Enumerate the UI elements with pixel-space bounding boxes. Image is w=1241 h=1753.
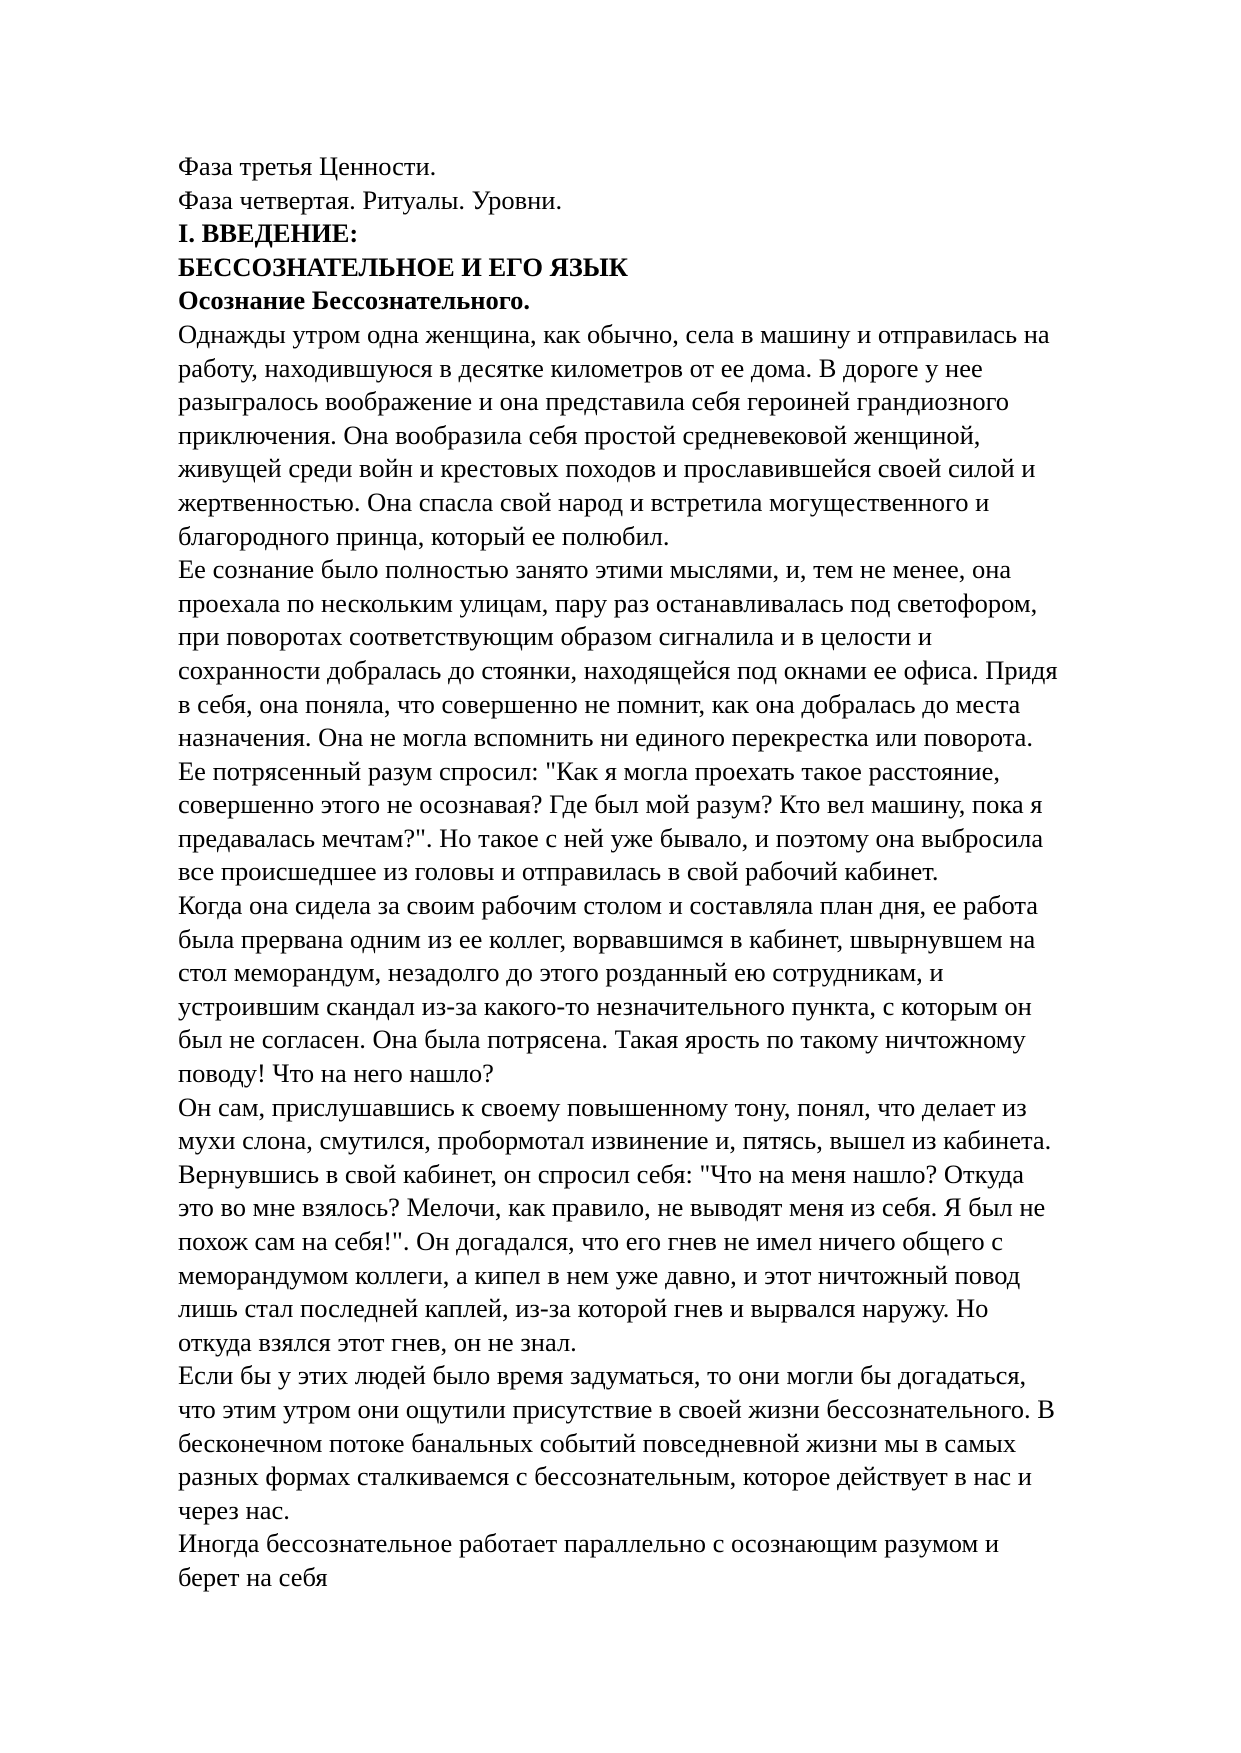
- body-line: берет на себя: [178, 1561, 328, 1592]
- body-line: Вернувшись в свой кабинет, он спросил себя: "Что на меня нашло? Откуда: [178, 1158, 1024, 1189]
- body-line: приключения. Она вообразила себя простой средневековой женщиной,: [178, 419, 981, 450]
- body-line: стол меморандум, незадолго до этого розданный ею сотрудникам, и: [178, 957, 944, 988]
- body-line: Однажды утром одна женщина, как обычно, села в машину и отправилась на: [178, 318, 1050, 349]
- body-line: откуда взялся этот гнев, он не знал.: [178, 1326, 577, 1357]
- body-line: благородного принца, который ее полюбил.: [178, 520, 670, 551]
- body-line: бесконечном потоке банальных событий повседневной жизни мы в самых: [178, 1427, 1017, 1458]
- body-line: совершенно этого не осознавая? Где был мой разум? Кто вел машину, пока я: [178, 789, 1043, 820]
- document-page: [178, 150, 1168, 1595]
- body-line: разыгралось воображение и она представила себя героиней грандиозного: [178, 386, 1010, 417]
- body-line: лишь стал последней каплей, из-за которой гнев и вырвался наружу. Но: [178, 1293, 989, 1324]
- body-line: назначения. Она не могла вспомнить ни единого перекрестка или поворота.: [178, 722, 1034, 753]
- section-heading: БЕССОЗНАТЕЛЬНОЕ И ЕГО ЯЗЫК: [178, 251, 628, 282]
- body-line: был не согласен. Она была потрясена. Такая ярость по такому ничтожному: [178, 1024, 1026, 1055]
- body-line: меморандумом коллеги, а кипел в нем уже давно, и этот ничтожный повод: [178, 1259, 1021, 1290]
- body-line: Когда она сидела за своим рабочим столом и составляла план дня, ее работа: [178, 890, 1039, 921]
- body-line: работу, находившуюся в десятке километров от ее дома. В дороге у нее: [178, 352, 983, 383]
- body-line: поводу! Что на него нашло?: [178, 1058, 494, 1089]
- body-line: при поворотах соответствующим образом сигналила и в целости и: [178, 621, 932, 652]
- body-line: Он сам, прислушавшись к своему повышенному тону, понял, что делает из: [178, 1091, 1027, 1122]
- body-text: [178, 318, 1168, 1595]
- body-line: предавалась мечтам?". Но такое с ней уже бывало, и поэтому она выбросила: [178, 822, 1044, 853]
- body-line: Иногда бессознательное работает параллельно с осознающим разумом и: [178, 1528, 1000, 1559]
- body-line: Если бы у этих людей было время задуматься, то они могли бы догадаться,: [178, 1360, 1027, 1391]
- body-line: проехала по нескольким улицам, пару раз останавливалась под светофором,: [178, 587, 1038, 618]
- body-line: Ее сознание было полностью занято этими мыслями, и, тем не менее, она: [178, 554, 1012, 585]
- toc-line: Фаза третья Ценности.: [178, 151, 437, 181]
- section-subheading: Осознание Бессознательного.: [178, 285, 531, 316]
- body-line: это во мне взялось? Мелочи, как правило, не выводят меня из себя. Я был не: [178, 1192, 1046, 1223]
- body-line: через нас.: [178, 1494, 290, 1525]
- body-line: Ее потрясенный разум спросил: "Как я могла проехать такое расстояние,: [178, 755, 1000, 786]
- body-line: в себя, она поняла, что совершенно не помнит, как она добралась до места: [178, 688, 1021, 719]
- body-line: жертвенностью. Она спасла свой народ и встретила могущественного и: [178, 486, 990, 517]
- body-line: живущей среди войн и крестовых походов и прославившейся своей силой и: [178, 453, 1036, 484]
- section-heading: I. ВВЕДЕНИЕ:: [178, 218, 359, 249]
- body-line: сохранности добралась до стоянки, находящейся под окнами ее офиса. Придя: [178, 654, 1058, 685]
- toc-line: Фаза четвертая. Ритуалы. Уровни.: [178, 184, 563, 215]
- body-line: мухи слона, смутился, пробормотал извинение и, пятясь, вышел из кабинета.: [178, 1125, 1052, 1156]
- body-line: что этим утром они ощутили присутствие в своей жизни бессознательного. В: [178, 1393, 1055, 1424]
- body-line: была прервана одним из ее коллег, ворвавшимся в кабинет, швырнувшем на: [178, 923, 1036, 954]
- body-line: похож сам на себя!". Он догадался, что его гнев не имел ничего общего с: [178, 1226, 1003, 1256]
- body-line: все происшедшее из головы и отправилась в свой рабочий кабинет.: [178, 856, 939, 887]
- body-line: устроившим скандал из-за какого-то незначительного пункта, с которым он: [178, 990, 1032, 1021]
- body-line: разных формах сталкиваемся с бессознательным, которое действует в нас и: [178, 1461, 1032, 1492]
